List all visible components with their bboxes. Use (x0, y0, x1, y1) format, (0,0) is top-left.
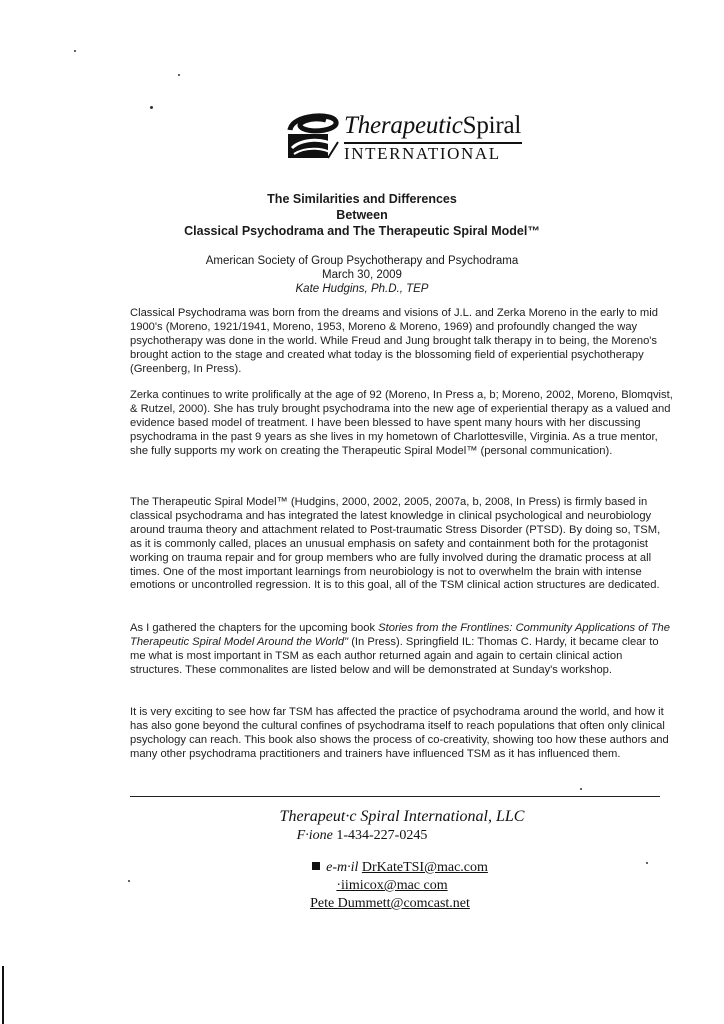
scan-speck (646, 862, 648, 864)
author: Kate Hudgins, Ph.D., TEP (295, 283, 429, 295)
scan-speck (150, 106, 153, 109)
paragraph-4: As I gathered the chapters for the upcoming book Stories from the Frontlines: Community Applications of The Therapeutic Spiral Model Around the World" (In Press). Springfield IL: Thomas C. Hardy, it became clear to me what is most important in TSM as each author returned again and again to certain clinical action structures. These commonalites are listed below and will be demonstrated at Sunday's workshop. (130, 622, 670, 676)
paragraph-2: Zerka continues to write prolifically at the age of 92 (Moreno, In Press a, b; Moreno, 2002, Moreno, Blomqvist, & Rutzel, 2000). She has truly brought psychodrama into the new age of experiential therapy as a valued and evidence based model of treatment. I have been blessed to have spent many hours with her discussing psychodrama in the past 9 years as she lives in my hometown of Charlottesville, Virginia. As a true mentor, she fully supports my work on creating the Therapeutic Spiral Model™ (personal communication). (130, 389, 673, 457)
footer-phone: F·ione 1-434-227-0245 (296, 828, 428, 843)
footer-email-1[interactable]: e-m·il DrKateTSI@mac.com (38, 860, 724, 876)
logo-subtitle: INTERNATIONAL (344, 142, 522, 164)
bullet-icon (312, 862, 320, 870)
scan-speck (580, 788, 582, 790)
paragraph-3: The Therapeutic Spiral Model™ (Hudgins, 2000, 2002, 2005, 2007a, b, 2008, In Press) is firmly based in classical psychodrama and has integrated the latest knowledge in clinical psychological and neurobiology around trauma theory and attachment related to Post-traumatic Stress Disorder (PTSD). By doing so, TSM, as it is commonly called, places an unusual emphasis on safety and containment both for the protagonist working on trauma repair and for group members who are fully involved during the dramatic process at all times. One of the most important learnings from neurobiology is not to overwhelm the brain with intense emotions or uncontrolled regression. It is to this goal, all of the TSM clinical action structures are dedicated. (130, 496, 661, 592)
footer-divider (130, 796, 660, 797)
scan-speck (178, 74, 180, 76)
scan-edge-mark (2, 966, 4, 1024)
paragraph-5: It is very exciting to see how far TSM has affected the practice of psychodrama around the world, and how it has also gone beyond the cultural confines of psychodrama itself to reach populations that often only clinical psychology can reach. This book also shows the process of co-creativity, showing too how these authors and many other psychodrama practitioners and trainers have influenced TSM as it has influenced them. (130, 706, 669, 760)
logo-wordmark: TherapeuticSpiral (344, 112, 522, 139)
footer-company: Therapeut·c Spiral International, LLC (279, 808, 525, 825)
spiral-logo-icon (282, 108, 340, 164)
title-line-3: Classical Psychodrama and The Therapeutic Spiral Model™ (184, 224, 540, 238)
book-title: Stories from the Frontlines: Community Applications of The Therapeutic Spiral Model Around the World" (130, 622, 670, 648)
footer-email-2[interactable]: ·iimicox@mac com (336, 878, 448, 893)
organization: American Society of Group Psychotherapy and Psychodrama (205, 255, 519, 267)
title-line-2: Between (336, 208, 388, 222)
footer-email-3[interactable]: Pete Dummett@comcast.net (310, 896, 470, 911)
scan-speck (74, 50, 76, 52)
paragraph-1: Classical Psychodrama was born from the dreams and visions of J.L. and Zerka Moreno in the early to mid 1900's (Moreno, 1921/1941, Moreno, 1953, Moreno & Moreno, 1969) and profoundly changed the way psychotherapy was done in the world. While Freud and Jung brought talk therapy in to being, the Moreno's brought action to the stage and created what today is the blossoming field of experiential psychotherapy (Greenberg, In Press). (130, 307, 658, 375)
company-logo (282, 108, 542, 164)
date: March 30, 2009 (322, 269, 402, 281)
title-line-1: The Similarities and Differences (267, 192, 457, 206)
scan-speck (128, 880, 130, 882)
